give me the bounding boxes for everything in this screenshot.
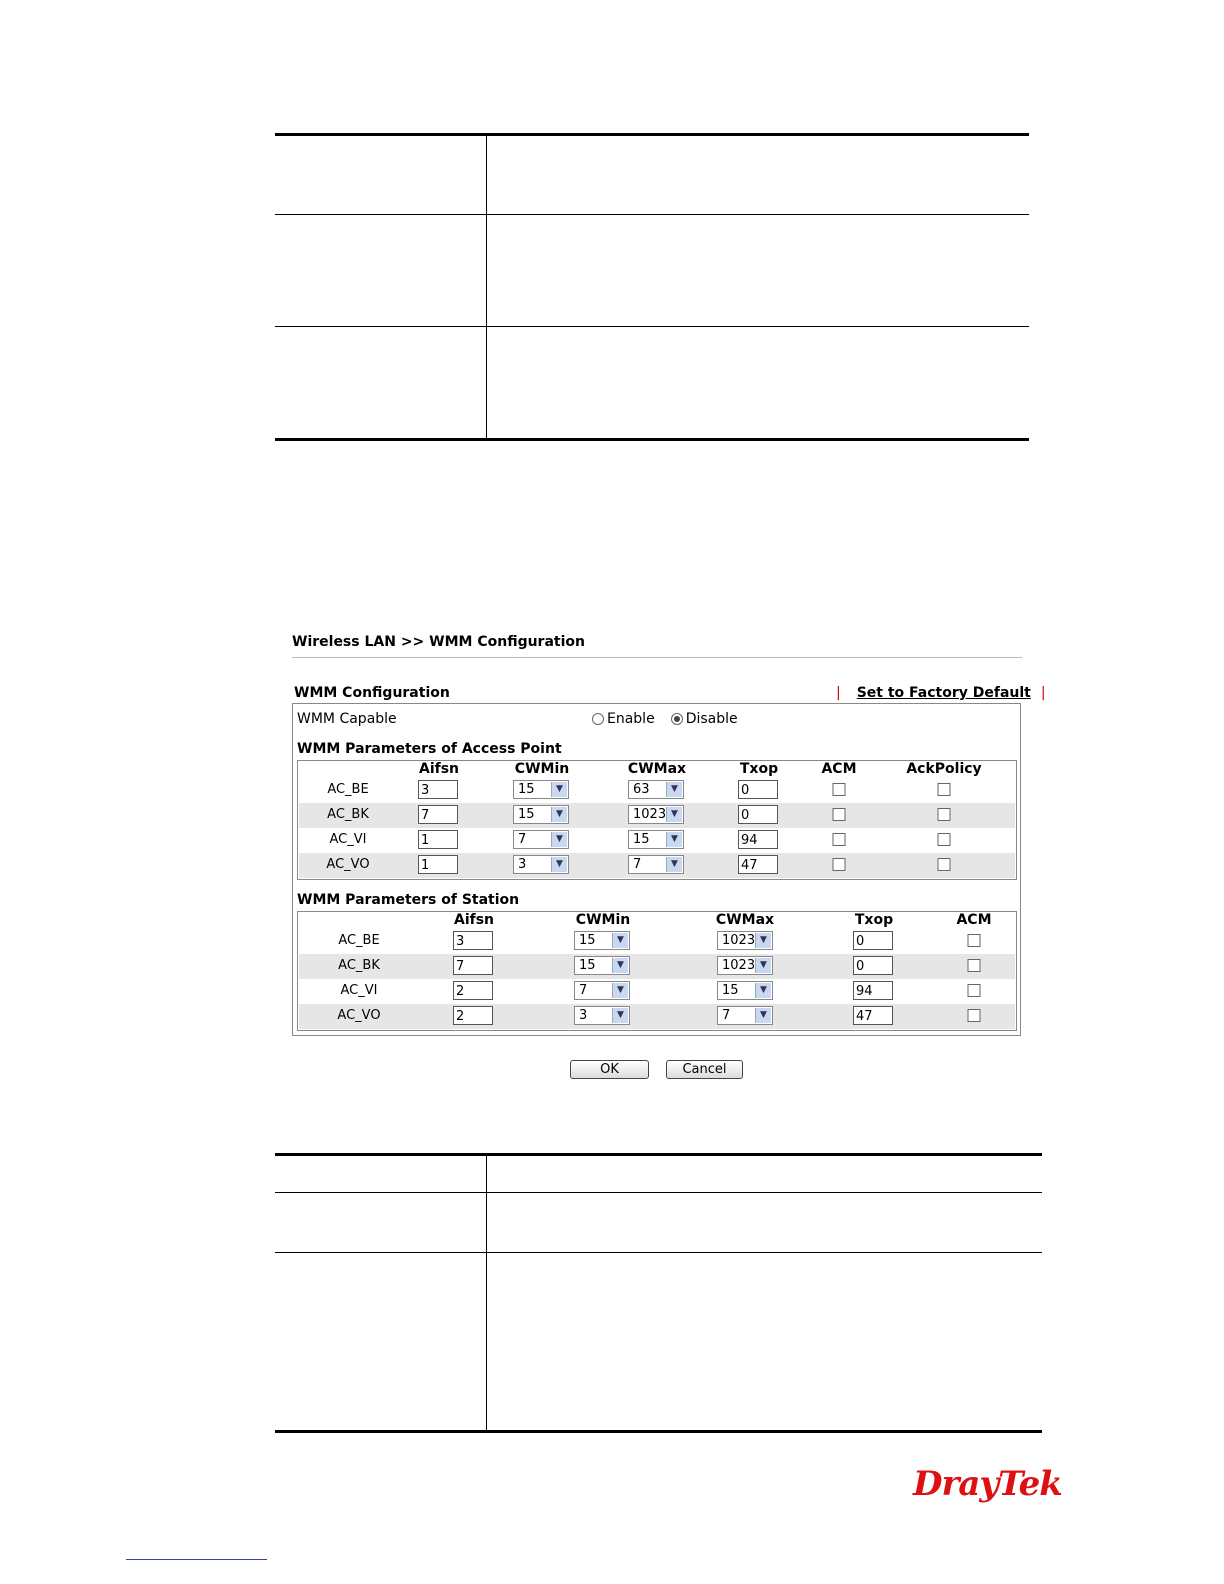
- station-params-title: WMM Parameters of Station: [297, 892, 520, 908]
- station-params-table: [297, 911, 1017, 1031]
- cwmax-select[interactable]: [628, 830, 684, 849]
- row-label: AC_BE: [327, 782, 369, 797]
- cwmax-select[interactable]: [628, 805, 684, 824]
- chevron-down-icon[interactable]: ▼: [551, 807, 567, 822]
- column-header: Aifsn: [418, 761, 460, 777]
- page-title: Wireless LAN >> WMM Configuration: [292, 634, 585, 650]
- footer-rule: [126, 1559, 267, 1560]
- cwmax-value: 63: [633, 782, 650, 797]
- ackpolicy-checkbox[interactable]: [938, 808, 951, 821]
- ok-button[interactable]: OK: [570, 1060, 649, 1079]
- separator: |: [836, 685, 841, 701]
- row-label: AC_BK: [327, 807, 369, 822]
- aifsn-input[interactable]: 2: [453, 981, 493, 1000]
- chevron-down-icon[interactable]: ▼: [551, 832, 567, 847]
- cwmax-select[interactable]: [717, 956, 773, 975]
- chevron-down-icon[interactable]: ▼: [612, 983, 628, 998]
- table-row: [299, 853, 1015, 878]
- cwmax-value: 7: [633, 857, 642, 872]
- cwmax-value: 7: [722, 1008, 731, 1023]
- acm-checkbox[interactable]: [968, 934, 981, 947]
- table-row: [275, 1253, 1042, 1430]
- column-header: Txop: [739, 761, 779, 777]
- cwmin-value: 15: [518, 807, 535, 822]
- column-header: AckPolicy: [906, 761, 982, 777]
- row-label: AC_VO: [326, 857, 370, 872]
- description-table-top: [275, 133, 1029, 441]
- column-header: ACM: [956, 912, 992, 928]
- aifsn-input[interactable]: 1: [418, 830, 458, 849]
- row-label: AC_VO: [337, 1008, 381, 1023]
- row-label: AC_VI: [340, 983, 378, 998]
- title-divider: [292, 657, 1022, 658]
- ackpolicy-checkbox[interactable]: [938, 858, 951, 871]
- cwmin-value: 15: [579, 958, 596, 973]
- row-label: AC_VI: [329, 832, 367, 847]
- cwmin-select[interactable]: [574, 956, 630, 975]
- acm-checkbox[interactable]: [833, 833, 846, 846]
- cwmin-select[interactable]: [574, 1006, 630, 1025]
- cwmin-select[interactable]: [513, 780, 569, 799]
- column-header: Aifsn: [453, 912, 495, 928]
- aifsn-input[interactable]: 2: [453, 1006, 493, 1025]
- cwmax-value: 1023: [722, 933, 756, 948]
- cwmax-value: 1023: [633, 807, 667, 822]
- table-row: [299, 979, 1015, 1004]
- column-header: ACM: [821, 761, 857, 777]
- ap-params-table: [297, 760, 1017, 880]
- chevron-down-icon[interactable]: ▼: [666, 807, 682, 822]
- chevron-down-icon[interactable]: ▼: [612, 1008, 628, 1023]
- chevron-down-icon[interactable]: ▼: [755, 958, 771, 973]
- table-row: [299, 954, 1015, 979]
- table-row: [275, 1156, 1042, 1193]
- cwmin-value: 3: [518, 857, 527, 872]
- cwmin-select[interactable]: [574, 981, 630, 1000]
- factory-default-area: [836, 685, 1046, 701]
- disable-radio[interactable]: [671, 713, 683, 725]
- ackpolicy-checkbox[interactable]: [938, 783, 951, 796]
- txop-input[interactable]: 94: [738, 830, 778, 849]
- set-factory-default-link[interactable]: Set to Factory Default: [856, 685, 1031, 701]
- txop-input[interactable]: 0: [738, 805, 778, 824]
- aifsn-input[interactable]: 1: [418, 855, 458, 874]
- table-row: [299, 803, 1015, 828]
- table-row: [275, 215, 1029, 327]
- cwmin-select[interactable]: [513, 830, 569, 849]
- wmm-capable-label: WMM Capable: [297, 711, 397, 727]
- separator: |: [1040, 685, 1046, 701]
- chevron-down-icon[interactable]: ▼: [612, 958, 628, 973]
- table-row: [275, 327, 1029, 438]
- cwmin-select[interactable]: [574, 931, 630, 950]
- acm-checkbox[interactable]: [968, 984, 981, 997]
- chevron-down-icon[interactable]: ▼: [755, 983, 771, 998]
- acm-checkbox[interactable]: [833, 808, 846, 821]
- wmm-capable-radio-group: [592, 711, 754, 727]
- enable-radio[interactable]: [592, 713, 604, 725]
- column-header: CWMax: [715, 912, 775, 928]
- txop-input[interactable]: 47: [853, 1006, 893, 1025]
- row-label: AC_BE: [338, 933, 380, 948]
- chevron-down-icon[interactable]: ▼: [666, 782, 682, 797]
- cwmin-value: 7: [579, 983, 588, 998]
- txop-input[interactable]: 0: [853, 931, 893, 950]
- ap-params-title: WMM Parameters of Access Point: [297, 741, 562, 757]
- cwmax-select[interactable]: [717, 981, 773, 1000]
- cwmax-select[interactable]: [717, 1006, 773, 1025]
- acm-checkbox[interactable]: [968, 1009, 981, 1022]
- table-row: [299, 828, 1015, 853]
- cwmin-value: 15: [518, 782, 535, 797]
- cwmin-select[interactable]: [513, 855, 569, 874]
- txop-input[interactable]: 0: [853, 956, 893, 975]
- aifsn-input[interactable]: 3: [453, 931, 493, 950]
- acm-checkbox[interactable]: [833, 858, 846, 871]
- chevron-down-icon[interactable]: ▼: [551, 782, 567, 797]
- chevron-down-icon[interactable]: ▼: [666, 832, 682, 847]
- table-row: [275, 136, 1029, 215]
- cwmax-select[interactable]: [717, 931, 773, 950]
- draytek-logo: DrayTek: [913, 1464, 1062, 1504]
- table-row: [275, 1193, 1042, 1253]
- acm-checkbox[interactable]: [833, 783, 846, 796]
- table-row: [299, 778, 1015, 803]
- table-row: [299, 929, 1015, 954]
- row-label: AC_BK: [338, 958, 380, 973]
- column-header: CWMin: [514, 761, 570, 777]
- column-header: CWMin: [575, 912, 631, 928]
- column-header: Txop: [854, 912, 894, 928]
- section-title: WMM Configuration: [294, 685, 450, 701]
- cwmax-value: 1023: [722, 958, 756, 973]
- txop-input[interactable]: 0: [738, 780, 778, 799]
- description-table-bottom: [275, 1153, 1042, 1433]
- cwmin-select[interactable]: [513, 805, 569, 824]
- enable-label: Enable: [607, 711, 655, 727]
- chevron-down-icon[interactable]: ▼: [551, 857, 567, 872]
- cwmax-select[interactable]: [628, 855, 684, 874]
- cwmax-value: 15: [722, 983, 739, 998]
- chevron-down-icon[interactable]: ▼: [755, 933, 771, 948]
- aifsn-input[interactable]: 3: [418, 780, 458, 799]
- cwmax-value: 15: [633, 832, 650, 847]
- acm-checkbox[interactable]: [968, 959, 981, 972]
- chevron-down-icon[interactable]: ▼: [612, 933, 628, 948]
- cwmin-value: 7: [518, 832, 527, 847]
- cwmin-value: 15: [579, 933, 596, 948]
- column-header: CWMax: [627, 761, 687, 777]
- cwmax-select[interactable]: [628, 780, 684, 799]
- txop-input[interactable]: 94: [853, 981, 893, 1000]
- aifsn-input[interactable]: 7: [453, 956, 493, 975]
- chevron-down-icon[interactable]: ▼: [755, 1008, 771, 1023]
- txop-input[interactable]: 47: [738, 855, 778, 874]
- table-row: [299, 1004, 1015, 1029]
- cwmin-value: 3: [579, 1008, 588, 1023]
- cancel-button[interactable]: Cancel: [666, 1060, 743, 1079]
- aifsn-input[interactable]: 7: [418, 805, 458, 824]
- chevron-down-icon[interactable]: ▼: [666, 857, 682, 872]
- disable-label: Disable: [685, 711, 738, 727]
- ackpolicy-checkbox[interactable]: [938, 833, 951, 846]
